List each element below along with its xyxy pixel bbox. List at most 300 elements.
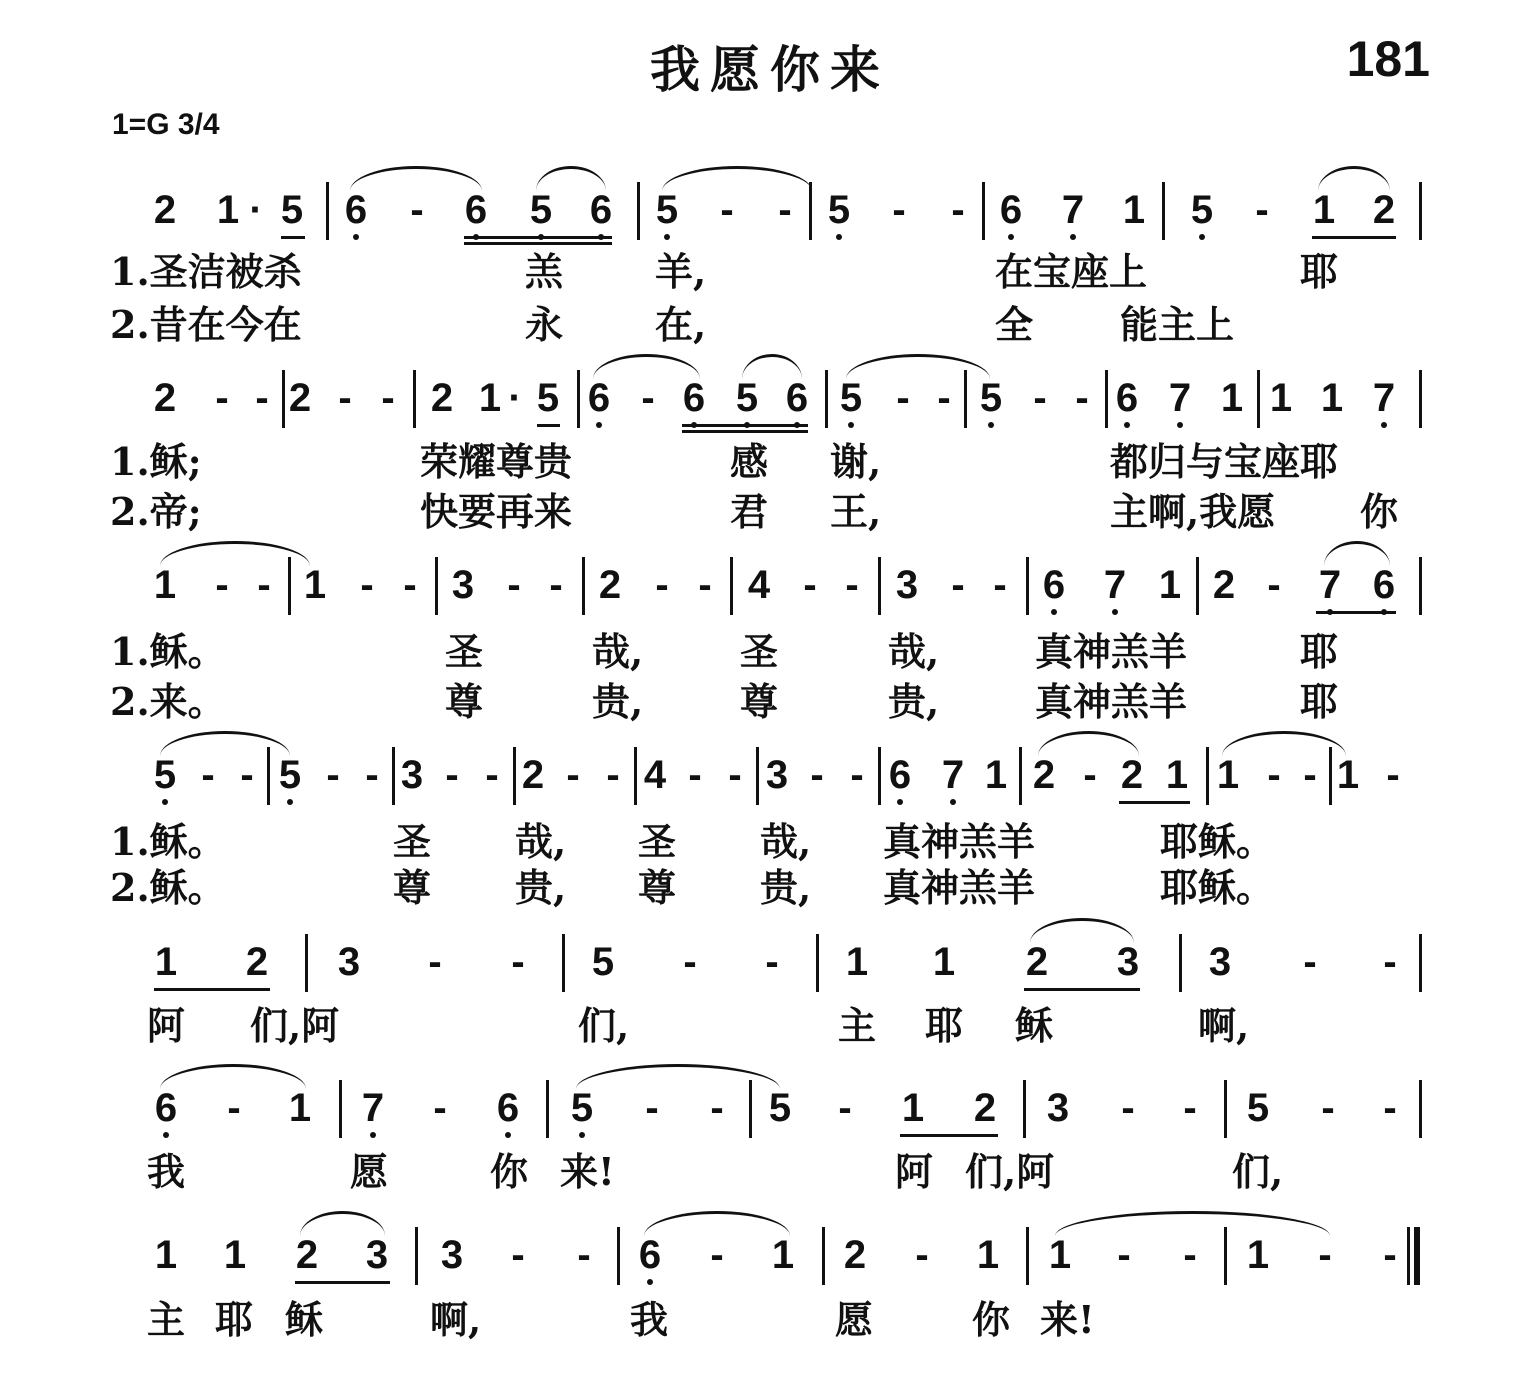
slur <box>662 166 812 191</box>
low-octave-dot <box>897 799 903 805</box>
lyric: 耶稣。 <box>1160 865 1275 910</box>
note: 2 <box>295 1233 319 1277</box>
lyric: 感 <box>730 439 769 484</box>
barline <box>582 557 585 615</box>
lyric: 耶 <box>925 1003 964 1048</box>
dash: - <box>255 376 269 420</box>
note: 5 <box>655 188 679 232</box>
lyric: 圣 <box>638 819 677 864</box>
underline <box>900 1134 998 1137</box>
lyric: 圣 <box>445 629 484 674</box>
lyric: 主啊,我愿 <box>1110 489 1276 534</box>
lyric: 圣 <box>740 629 779 674</box>
note: 6 <box>496 1086 520 1130</box>
note: 3 <box>765 753 789 797</box>
dash: - <box>683 940 697 984</box>
lyric: 1.圣洁被杀 <box>110 249 302 294</box>
barline <box>1196 557 1199 615</box>
dash: - <box>485 753 499 797</box>
note: 5 <box>536 376 560 420</box>
lyric: 尊 <box>740 679 779 724</box>
note: 1 <box>216 188 240 232</box>
lyric: 阿 <box>147 1003 186 1048</box>
note: 3 <box>337 940 361 984</box>
note: 3 <box>1046 1086 1070 1130</box>
low-octave-dot <box>505 1132 511 1138</box>
lyric: 1.稣; <box>110 439 202 484</box>
slur <box>1318 166 1390 191</box>
lyric: 你 <box>1360 489 1399 534</box>
note: 4 <box>747 563 771 607</box>
lyric: 真神羔羊 <box>883 819 1036 864</box>
lyric: 哉, <box>515 819 567 864</box>
lyric: 愿 <box>835 1297 874 1342</box>
note: 6 <box>1115 376 1139 420</box>
dash: - <box>215 563 229 607</box>
low-octave-dot <box>1112 609 1118 615</box>
dash: - <box>201 753 215 797</box>
key-signature: 1=G 3/4 <box>112 108 220 141</box>
lyric: 2.来。 <box>110 679 226 724</box>
note: 1 <box>303 563 327 607</box>
lyric: 快要再来 <box>420 489 573 534</box>
barline <box>1419 934 1422 992</box>
note: 3 <box>451 563 475 607</box>
lyric: 啊, <box>430 1297 482 1342</box>
note: 5 <box>280 188 304 232</box>
note: 6 <box>888 753 912 797</box>
note: 3 <box>1116 940 1140 984</box>
slur <box>742 354 802 379</box>
low-octave-dot <box>836 234 842 240</box>
note: 7 <box>941 753 965 797</box>
note: 6 <box>1042 563 1066 607</box>
slur <box>300 1211 385 1236</box>
barline <box>822 1227 825 1285</box>
lyric: 们, <box>578 1003 630 1048</box>
note: 5 <box>768 1086 792 1130</box>
note: 3 <box>895 563 919 607</box>
dot-augment: · <box>249 188 263 232</box>
note: 1 <box>845 940 869 984</box>
lyric: 耶稣。 <box>1160 819 1275 864</box>
note: 6 <box>154 1086 178 1130</box>
note: 5 <box>529 188 553 232</box>
lyric: 荣耀尊贵 <box>420 439 573 484</box>
note: 1 <box>1165 753 1189 797</box>
note: 6 <box>785 376 809 420</box>
lyric: 贵, <box>888 679 940 724</box>
underline <box>537 424 560 427</box>
note: 1 <box>771 1233 795 1277</box>
dash: - <box>566 753 580 797</box>
note: 3 <box>400 753 424 797</box>
note: 6 <box>682 376 706 420</box>
note: 6 <box>587 376 611 420</box>
dash: - <box>850 753 864 797</box>
note: 5 <box>153 753 177 797</box>
barline <box>1019 747 1022 805</box>
barline <box>730 557 733 615</box>
note: 5 <box>1246 1086 1270 1130</box>
barline <box>1026 1227 1029 1285</box>
barline <box>1419 182 1422 240</box>
barline <box>1179 934 1182 992</box>
barline <box>1224 1080 1227 1138</box>
low-octave-dot <box>1008 234 1014 240</box>
note: 6 <box>464 188 488 232</box>
dash: - <box>951 563 965 607</box>
low-octave-dot <box>1051 609 1057 615</box>
barline <box>288 557 291 615</box>
note: 6 <box>638 1233 662 1277</box>
note: 3 <box>1208 940 1232 984</box>
lyric: 你 <box>490 1149 529 1194</box>
dash: - <box>1303 753 1317 797</box>
lyric: 2.帝; <box>110 489 202 534</box>
note: 5 <box>570 1086 594 1130</box>
lyric: 全 <box>995 302 1034 347</box>
underline <box>154 988 270 991</box>
low-octave-dot <box>950 799 956 805</box>
underline <box>464 242 612 245</box>
dash: - <box>915 1233 929 1277</box>
lyric: 来! <box>560 1149 615 1194</box>
lyric: 2.昔在今在 <box>110 302 302 347</box>
barline <box>546 1080 549 1138</box>
dash: - <box>728 753 742 797</box>
note: 2 <box>153 188 177 232</box>
note: 1 <box>153 563 177 607</box>
note: 1 <box>154 1233 178 1277</box>
dash: - <box>433 1086 447 1130</box>
note: 2 <box>153 376 177 420</box>
underline <box>295 1281 390 1284</box>
note: 6 <box>589 188 613 232</box>
low-octave-dot <box>1199 234 1205 240</box>
dash: - <box>1303 940 1317 984</box>
lyric: 能主上 <box>1120 302 1235 347</box>
lyric: 1.稣。 <box>110 629 226 674</box>
barline <box>1162 182 1165 240</box>
dash: - <box>215 376 229 420</box>
barline <box>617 1227 620 1285</box>
final-barline-thick <box>1414 1227 1420 1285</box>
slur <box>160 731 290 756</box>
lyric: 我 <box>147 1149 186 1194</box>
lyric: 真神羔羊 <box>1035 629 1188 674</box>
slur <box>350 166 482 191</box>
dash: - <box>1267 563 1281 607</box>
slur <box>644 1211 790 1236</box>
low-octave-dot <box>162 799 168 805</box>
note: 2 <box>1025 940 1049 984</box>
slur <box>1038 731 1139 756</box>
hymn-title: 我愿你来 <box>650 40 890 99</box>
note: 7 <box>1372 376 1396 420</box>
dash: - <box>403 563 417 607</box>
lyric: 愿 <box>350 1149 389 1194</box>
dash: - <box>338 376 352 420</box>
barline <box>878 557 881 615</box>
barline <box>1026 557 1029 615</box>
note: 2 <box>1120 753 1144 797</box>
barline <box>749 1080 752 1138</box>
dash: - <box>892 188 906 232</box>
lyric: 真神羔羊 <box>883 865 1036 910</box>
lyric: 永 <box>525 302 564 347</box>
barline <box>1224 1227 1227 1285</box>
dash: - <box>410 188 424 232</box>
low-octave-dot <box>1124 422 1130 428</box>
low-octave-dot <box>353 234 359 240</box>
low-octave-dot <box>579 1132 585 1138</box>
lyric: 在宝座上 <box>995 249 1148 294</box>
slur <box>536 166 606 191</box>
note: 1 <box>1320 376 1344 420</box>
final-barline-thin <box>1407 1227 1410 1285</box>
note: 1 <box>1336 753 1360 797</box>
low-octave-dot <box>287 799 293 805</box>
lyric: 羔 <box>525 249 564 294</box>
lyric: 来! <box>1040 1297 1095 1342</box>
slur <box>1324 541 1390 566</box>
barline <box>326 182 329 240</box>
slur <box>593 354 700 379</box>
dash: - <box>360 563 374 607</box>
lyric: 我 <box>630 1297 669 1342</box>
barline <box>1419 1080 1422 1138</box>
lyric: 稣 <box>285 1297 324 1342</box>
barline <box>637 182 640 240</box>
dash: - <box>765 940 779 984</box>
lyric: 主 <box>147 1297 186 1342</box>
underline <box>682 424 808 427</box>
lyric: 主 <box>838 1003 877 1048</box>
dash: - <box>511 940 525 984</box>
barline <box>413 370 416 428</box>
note: 5 <box>1190 188 1214 232</box>
lyric: 们, <box>1232 1149 1284 1194</box>
note: 1 <box>478 376 502 420</box>
underline <box>1024 988 1140 991</box>
dash: - <box>710 1086 724 1130</box>
barline <box>816 934 819 992</box>
dash: - <box>1386 753 1400 797</box>
dash: - <box>1033 376 1047 420</box>
lyric: 都归与宝座耶 <box>1110 439 1339 484</box>
lyric: 真神羔羊 <box>1035 679 1188 724</box>
note: 1 <box>932 940 956 984</box>
note: 2 <box>843 1233 867 1277</box>
note: 7 <box>1061 188 1085 232</box>
slur <box>1222 731 1346 756</box>
low-octave-dot <box>848 422 854 428</box>
lyric: 们,阿 <box>965 1149 1055 1194</box>
lyric: 们,阿 <box>250 1003 340 1048</box>
barline <box>809 182 812 240</box>
note: 1 <box>1269 376 1293 420</box>
lyric: 啊, <box>1198 1003 1250 1048</box>
dash: - <box>1083 753 1097 797</box>
note: 1 <box>1312 188 1336 232</box>
note: 7 <box>1168 376 1192 420</box>
note: 5 <box>827 188 851 232</box>
note: 6 <box>999 188 1023 232</box>
barline <box>435 557 438 615</box>
dash: - <box>606 753 620 797</box>
note: 2 <box>1032 753 1056 797</box>
note: 7 <box>361 1086 385 1130</box>
note: 1 <box>1048 1233 1072 1277</box>
note: 3 <box>365 1233 389 1277</box>
note: 4 <box>643 753 667 797</box>
note: 7 <box>1318 563 1342 607</box>
dash: - <box>720 188 734 232</box>
dash: - <box>1183 1086 1197 1130</box>
underline <box>1119 801 1190 804</box>
lyric: 稣 <box>1015 1003 1054 1048</box>
note: 2 <box>1372 188 1396 232</box>
low-octave-dot <box>988 422 994 428</box>
slur <box>1030 918 1134 943</box>
dash: - <box>645 1086 659 1130</box>
dash: - <box>937 376 951 420</box>
dash: - <box>698 563 712 607</box>
dash: - <box>896 376 910 420</box>
dash: - <box>1267 753 1281 797</box>
note: 5 <box>979 376 1003 420</box>
note: 2 <box>1212 563 1236 607</box>
note: 1 <box>976 1233 1000 1277</box>
note: 1 <box>288 1086 312 1130</box>
lyric: 1.稣。 <box>110 819 226 864</box>
low-octave-dot <box>596 422 602 428</box>
underline <box>464 236 612 239</box>
lyric: 耶 <box>1300 629 1339 674</box>
note: 2 <box>245 940 269 984</box>
note: 5 <box>591 940 615 984</box>
note: 1 <box>1158 563 1182 607</box>
underline <box>1312 236 1396 239</box>
lyric: 贵, <box>592 679 644 724</box>
lyric: 你 <box>972 1297 1011 1342</box>
lyric: 耶 <box>1300 679 1339 724</box>
dash: - <box>1183 1233 1197 1277</box>
low-octave-dot <box>1070 234 1076 240</box>
lyric: 尊 <box>393 865 432 910</box>
note: 1 <box>223 1233 247 1277</box>
dash: - <box>1383 1086 1397 1130</box>
lyric: 羊, <box>655 249 707 294</box>
lyric: 哉, <box>760 819 812 864</box>
dash: - <box>507 563 521 607</box>
note: 1 <box>154 940 178 984</box>
note: 2 <box>430 376 454 420</box>
low-octave-dot <box>1177 422 1183 428</box>
hymn-number: 181 <box>1346 31 1430 87</box>
low-octave-dot <box>163 1132 169 1138</box>
note: 1 <box>1246 1233 1270 1277</box>
dash: - <box>577 1233 591 1277</box>
dash: - <box>993 563 1007 607</box>
dash: - <box>641 376 655 420</box>
slur <box>160 1064 306 1089</box>
lyric: 耶 <box>1300 249 1339 294</box>
note: 7 <box>1103 563 1127 607</box>
dash: - <box>1383 940 1397 984</box>
dash: - <box>1383 1233 1397 1277</box>
lyric: 圣 <box>393 819 432 864</box>
note: 6 <box>1372 563 1396 607</box>
underline <box>281 236 305 239</box>
dash: - <box>381 376 395 420</box>
dash: - <box>326 753 340 797</box>
note: 1 <box>1220 376 1244 420</box>
note: 5 <box>735 376 759 420</box>
lyric: 2.稣。 <box>110 865 226 910</box>
note: 2 <box>521 753 545 797</box>
note: 5 <box>278 753 302 797</box>
lyric: 尊 <box>445 679 484 724</box>
lyric: 阿 <box>895 1149 934 1194</box>
lyric: 尊 <box>638 865 677 910</box>
barline <box>1419 557 1422 615</box>
dash: - <box>710 1233 724 1277</box>
note: 1 <box>984 753 1008 797</box>
barline <box>825 370 828 428</box>
dash: - <box>803 563 817 607</box>
note: 6 <box>344 188 368 232</box>
lyric: 贵, <box>760 865 812 910</box>
low-octave-dot <box>647 1279 653 1285</box>
dash: - <box>511 1233 525 1277</box>
barline <box>339 1080 342 1138</box>
dash: - <box>838 1086 852 1130</box>
dash: - <box>1121 1086 1135 1130</box>
dash: - <box>845 563 859 607</box>
note: 1 <box>1122 188 1146 232</box>
barline <box>415 1227 418 1285</box>
dash: - <box>549 563 563 607</box>
dash: - <box>688 753 702 797</box>
barline <box>982 182 985 240</box>
note: 1 <box>901 1086 925 1130</box>
slur <box>1055 1211 1330 1236</box>
barline <box>305 934 308 992</box>
dash: - <box>365 753 379 797</box>
lyric: 王, <box>830 489 882 534</box>
dash: - <box>655 563 669 607</box>
dash: - <box>1321 1086 1335 1130</box>
low-octave-dot <box>370 1132 376 1138</box>
dot-augment: · <box>508 376 522 420</box>
dash: - <box>445 753 459 797</box>
lyric: 在, <box>655 302 707 347</box>
barline <box>1257 370 1260 428</box>
note: 3 <box>440 1233 464 1277</box>
note: 1 <box>1216 753 1240 797</box>
dash: - <box>240 753 254 797</box>
underline <box>682 430 808 433</box>
dash: - <box>257 563 271 607</box>
lyric: 哉, <box>888 629 940 674</box>
dash: - <box>778 188 792 232</box>
lyric: 贵, <box>515 865 567 910</box>
slur <box>846 354 990 379</box>
lyric: 耶 <box>215 1297 254 1342</box>
barline <box>1023 1080 1026 1138</box>
